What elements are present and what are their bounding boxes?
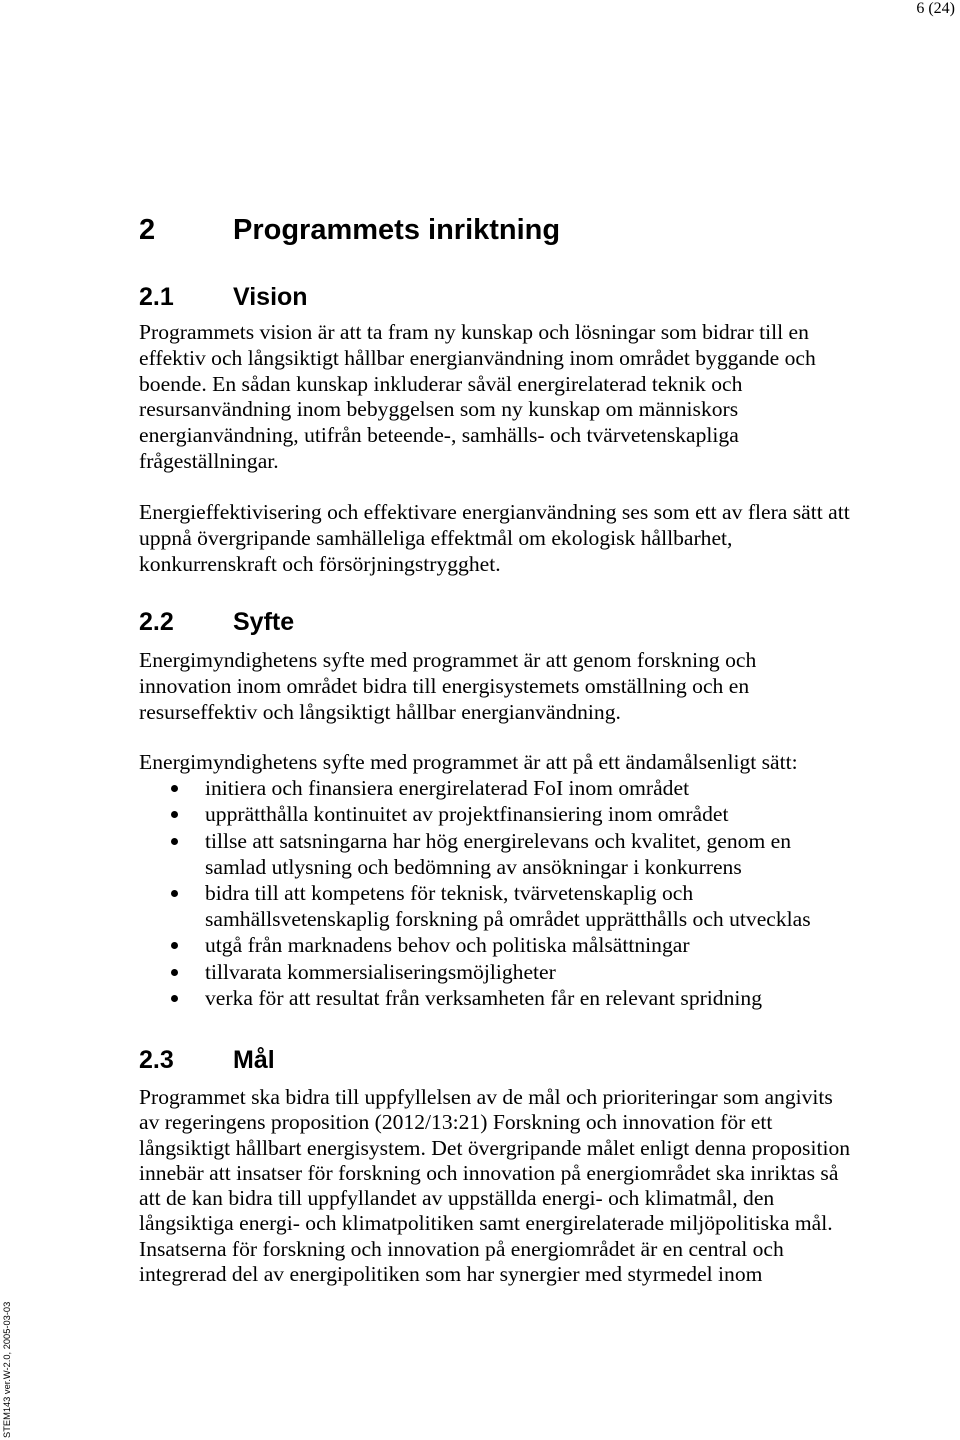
bullet-item <box>139 985 811 1011</box>
section-title: Mål <box>233 1046 275 1074</box>
bullet-icon <box>171 838 178 845</box>
bullet-icon <box>171 785 178 792</box>
bullet-icon <box>171 811 178 818</box>
syfte-paragraph-2 <box>139 749 811 1011</box>
bullet-text: samhällsvetenskaplig forskning på området upprätthålls och utvecklas <box>205 907 811 932</box>
vision-paragraph-2 <box>139 500 850 577</box>
chapter-title: Programmets inriktning <box>233 214 561 246</box>
template-version-stamp: STEM143 ver.W-2.0, 2005-03-03 <box>2 1301 12 1438</box>
bullet-item <box>139 775 811 801</box>
section-number: 2.1 <box>139 283 174 311</box>
paragraph-line: uppnå övergripande samhälleliga effektmål om ekologisk hållbarhet, <box>139 525 733 550</box>
bullet-item <box>139 959 811 985</box>
paragraph-line: frågeställningar. <box>139 448 279 473</box>
vision-paragraph-1 <box>139 320 816 475</box>
page-number: 6 (24) <box>916 0 955 17</box>
bullet-text: bidra till att kompetens för teknisk, tvärvetenskaplig och <box>205 881 694 906</box>
paragraph-line: effektiv och långsiktigt hållbar energianvändning inom området byggande och <box>139 345 816 370</box>
bullet-item <box>139 801 811 827</box>
paragraph-line: boende. En sådan kunskap inkluderar såväl energirelaterad teknik och <box>139 371 743 396</box>
paragraph-line: resursanvändning inom bebyggelsen som ny kunskap om människors <box>139 397 739 422</box>
paragraph-line: Programmets vision är att ta fram ny kunskap och lösningar som bidrar till en <box>139 320 809 344</box>
paragraph-line: Programmet ska bidra till uppfyllelsen av de mål och prioriteringar som angivits <box>139 1085 833 1109</box>
bullet-icon <box>171 890 178 897</box>
bullet-item <box>139 880 811 932</box>
chapter-number: 2 <box>139 214 156 246</box>
bullet-text: utgå från marknadens behov och politiska målsättningar <box>205 933 690 958</box>
bullet-text: tillvarata kommersialiseringsmöjligheter <box>205 959 556 984</box>
bullet-text: verka för att resultat från verksamheten får en relevant spridning <box>205 985 762 1010</box>
bullet-text: samlad utlysning och bedömning av ansökningar i konkurrens <box>205 854 742 879</box>
section-heading-vision <box>139 282 308 312</box>
paragraph-line: långsiktigt hållbart energisystem. Det övergripande målet enligt denna proposition <box>139 1135 851 1160</box>
bullet-item <box>139 828 811 880</box>
section-number: 2.2 <box>139 608 174 636</box>
paragraph-line: långsiktiga energi- och klimatpolitiken samt energirelaterade miljöpolitiska mål. <box>139 1211 833 1236</box>
section-heading-mal <box>139 1045 275 1075</box>
paragraph-line: Energimyndighetens syfte med programmet är att på ett ändamålsenligt sätt: <box>139 750 798 774</box>
paragraph-line: av regeringens proposition (2012/13:21) Forskning och innovation för ett <box>139 1110 773 1135</box>
bullet-text: upprätthålla kontinuitet av projektfinansiering inom området <box>205 802 729 827</box>
mal-paragraph-1 <box>139 1085 850 1287</box>
paragraph-line: resurseffektiv och långsiktigt hållbar energianvändning. <box>139 699 621 724</box>
paragraph-line: innovation inom området bidra till energisystemets omställning och en <box>139 673 750 698</box>
paragraph-line: Energimyndighetens syfte med programmet är att genom forskning och <box>139 648 757 672</box>
section-title: Vision <box>233 283 308 311</box>
section-number: 2.3 <box>139 1046 174 1074</box>
section-heading-syfte <box>139 607 294 637</box>
bullet-icon <box>171 942 178 949</box>
section-title: Syfte <box>233 608 295 636</box>
paragraph-line: energianvändning, utifrån beteende-, samhälls- och tvärvetenskapliga <box>139 423 739 448</box>
bullet-icon <box>171 969 178 976</box>
bullet-text: tillse att satsningarna har hög energirelevans och kvalitet, genom en <box>205 828 792 853</box>
paragraph-line: innebär att insatser för forskning och innovation på energiområdet ska inriktas så <box>139 1160 839 1185</box>
paragraph-line: konkurrenskraft och försörjningstrygghet. <box>139 551 501 576</box>
syfte-paragraph-1 <box>139 648 756 725</box>
paragraph-line: Insatserna för forskning och innovation på energiområdet är en central och <box>139 1236 784 1261</box>
bullet-item <box>139 932 811 958</box>
chapter-heading <box>139 212 560 248</box>
paragraph-line: Energieffektivisering och effektivare energianvändning ses som ett av flera sätt att <box>139 500 850 524</box>
paragraph-line: att de kan bidra till uppfyllandet av uppställda energi- och klimatmål, den <box>139 1186 775 1211</box>
paragraph-line: integrerad del av energipolitiken som har synergier med styrmedel inom <box>139 1262 763 1287</box>
bullet-icon <box>171 995 178 1002</box>
bullet-text: initiera och finansiera energirelaterad FoI inom området <box>205 776 690 801</box>
